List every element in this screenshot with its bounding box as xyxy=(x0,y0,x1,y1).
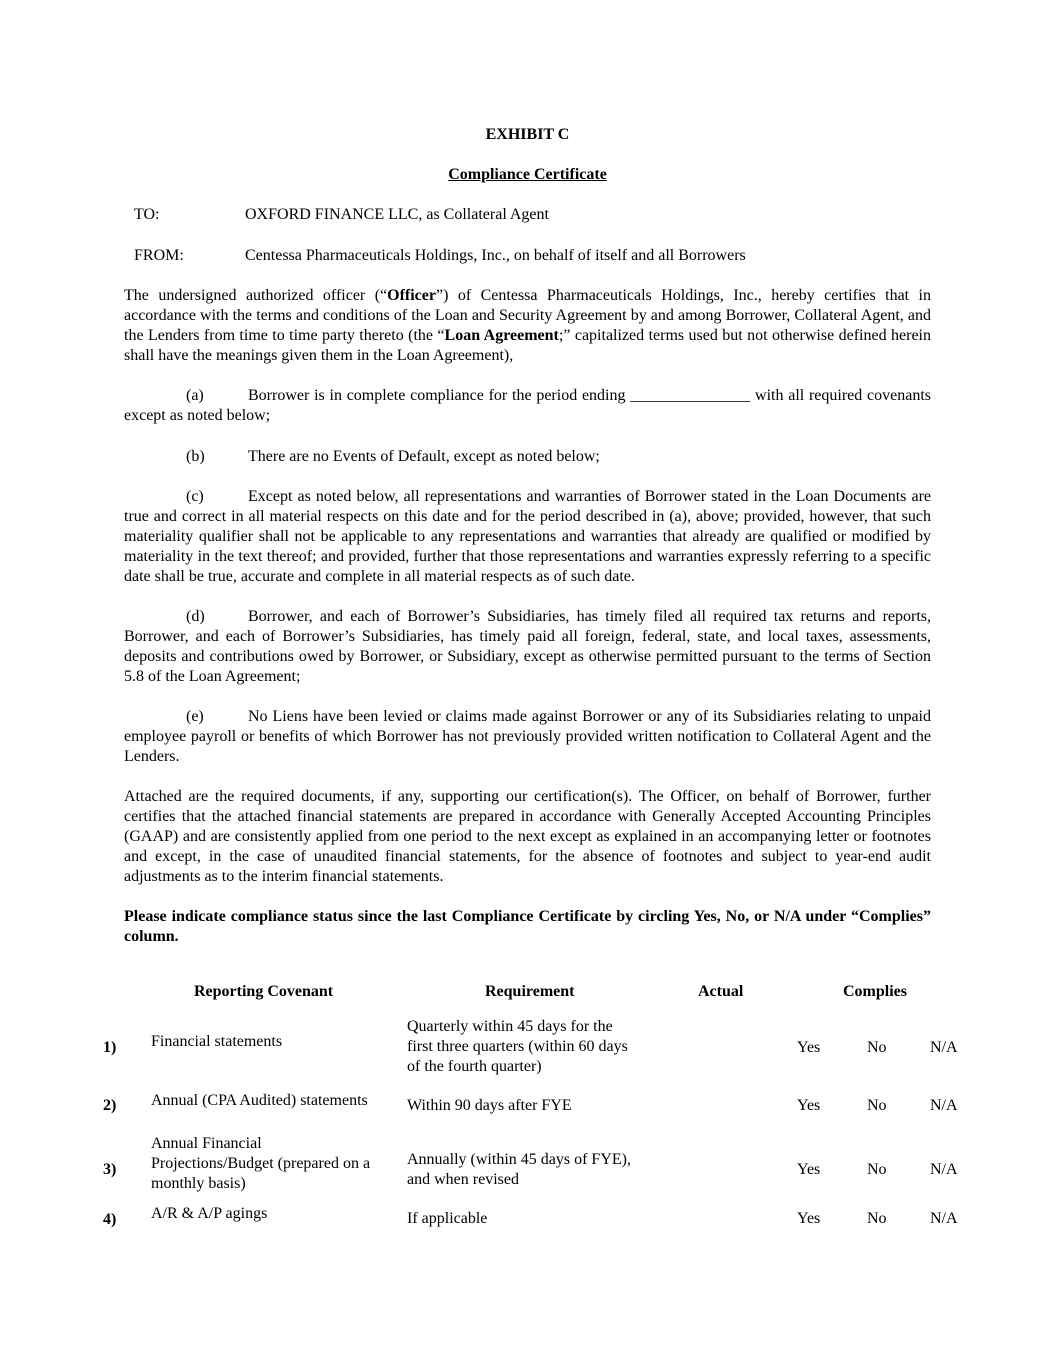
item-b-text: There are no Events of Default, except as noted below; xyxy=(248,448,600,465)
item-e-marker: (e) xyxy=(186,708,204,725)
covenant-line: Projections/Budget (prepared on a xyxy=(151,1155,371,1172)
officer-term: Officer xyxy=(387,287,436,304)
complies-yes-option[interactable]: Yes xyxy=(797,1210,821,1227)
requirement-line: and when revised xyxy=(407,1171,519,1188)
header-actual: Actual xyxy=(698,983,744,1000)
from-value: Centessa Pharmaceuticals Holdings, Inc., on behalf of itself and all Borrowers xyxy=(245,247,746,264)
covenant-cell: A/R & A/P agings xyxy=(151,1205,268,1222)
requirement-line: Within 90 days after FYE xyxy=(407,1097,572,1114)
item-b-marker: (b) xyxy=(186,448,205,465)
item-a-text: Borrower is in complete compliance for the period ending _______________ with all required covenants except as noted below; xyxy=(124,387,931,424)
item-d-marker: (d) xyxy=(186,608,205,625)
from-label: FROM: xyxy=(134,247,184,264)
requirement-line: If applicable xyxy=(407,1210,488,1227)
complies-no-option[interactable]: No xyxy=(867,1210,887,1227)
requirement-line: of the fourth quarter) xyxy=(407,1058,542,1075)
item-a-marker: (a) xyxy=(186,387,204,404)
exhibit-title: EXHIBIT C xyxy=(485,126,570,143)
certificate-title: Compliance Certificate xyxy=(448,166,607,183)
complies-na-option[interactable]: N/A xyxy=(930,1161,958,1178)
complies-yes-option[interactable]: Yes xyxy=(797,1161,821,1178)
row-number: 4) xyxy=(103,1211,117,1228)
to-value: OXFORD FINANCE LLC, as Collateral Agent xyxy=(245,206,549,223)
intro-paragraph xyxy=(124,286,931,366)
covenant-line: monthly basis) xyxy=(151,1175,246,1192)
item-c-marker: (c) xyxy=(186,488,204,505)
to-label: TO: xyxy=(134,206,160,223)
complies-yes-option[interactable]: Yes xyxy=(797,1039,821,1056)
item-b xyxy=(124,447,931,467)
intro-text-3: ;” capitalized terms used but not otherwise defined herein shall have the meanings given them in the Loan Agreement), xyxy=(124,327,931,364)
instruction-paragraph: Please indicate compliance status since the last Compliance Certificate by circling Yes, No, or N/A under “Complies” column. xyxy=(124,908,931,945)
row-number: 2) xyxy=(103,1097,117,1114)
intro-text-1: The undersigned authorized officer (“ xyxy=(124,287,388,304)
item-d xyxy=(124,607,931,687)
complies-na-option[interactable]: N/A xyxy=(930,1097,958,1114)
row-number: 1) xyxy=(103,1039,117,1056)
requirement-line: first three quarters (within 60 days xyxy=(407,1038,628,1055)
item-e xyxy=(124,707,931,767)
intro-text-2: ”) of Centessa Pharmaceuticals Holdings, Inc., hereby certifies that in accordance with the terms and conditions of the Loan and Security Agreement by and among Borrower, Collateral Agent, and the Lenders from time to time party thereto (the “ xyxy=(124,287,931,344)
complies-no-option[interactable]: No xyxy=(867,1097,887,1114)
complies-yes-option[interactable]: Yes xyxy=(797,1097,821,1114)
item-c-text: Except as noted below, all representations and warranties of Borrower stated in the Loan Documents are true and correct in all material respects on this date and for the period described in (a), above; provided, however, that such materiality qualifier shall not be applicable to any representations and warranties that already are qualified or modified by materiality in the text thereof; and provided, further that those representations and warranties expressly referring to a specific date shall be true, accurate and complete in all material respects as of such date. xyxy=(124,488,931,585)
covenant-line: Annual Financial xyxy=(151,1135,262,1152)
loan-agreement-term: Loan Agreement xyxy=(444,327,559,344)
header-requirement: Requirement xyxy=(485,983,575,1000)
complies-na-option[interactable]: N/A xyxy=(930,1039,958,1056)
covenant-cell: Financial statements xyxy=(151,1033,283,1050)
row-number: 3) xyxy=(103,1161,117,1178)
requirement-line: Quarterly within 45 days for the xyxy=(407,1018,613,1035)
covenant-cell: Annual (CPA Audited) statements xyxy=(151,1092,368,1109)
item-a xyxy=(124,386,931,426)
complies-no-option[interactable]: No xyxy=(867,1039,887,1056)
complies-no-option[interactable]: No xyxy=(867,1161,887,1178)
header-reporting-covenant: Reporting Covenant xyxy=(194,983,334,1000)
requirement-line: Annually (within 45 days of FYE), xyxy=(407,1151,631,1168)
item-d-text: Borrower, and each of Borrower’s Subsidiaries, has timely filed all required tax returns and reports, Borrower, and each of Borrower’s Subsidiaries, has timely paid all foreign, federal, state, and local taxes, assessments, deposits and contributions owed by Borrower, or Subsidiary, except as otherwise permitted pursuant to the terms of Section 5.8 of the Loan Agreement; xyxy=(124,608,931,685)
attached-paragraph: Attached are the required documents, if any, supporting our certification(s). The Officer, on behalf of Borrower, further certifies that the attached financial statements are prepared in accordance with Generally Accepted Accounting Principles (GAAP) and are consistently applied from one period to the next except as explained in an accompanying letter or footnotes and except, in the case of unaudited financial statements, for the absence of footnotes and subject to year-end audit adjustments as to the interim financial statements. xyxy=(124,788,931,885)
item-e-text: No Liens have been levied or claims made against Borrower or any of its Subsidiaries relating to unpaid employee payroll or benefits of which Borrower has not previously provided written notification to Collateral Agent and the Lenders. xyxy=(124,708,931,765)
complies-na-option[interactable]: N/A xyxy=(930,1210,958,1227)
header-complies: Complies xyxy=(843,983,907,1000)
item-c xyxy=(124,487,931,587)
